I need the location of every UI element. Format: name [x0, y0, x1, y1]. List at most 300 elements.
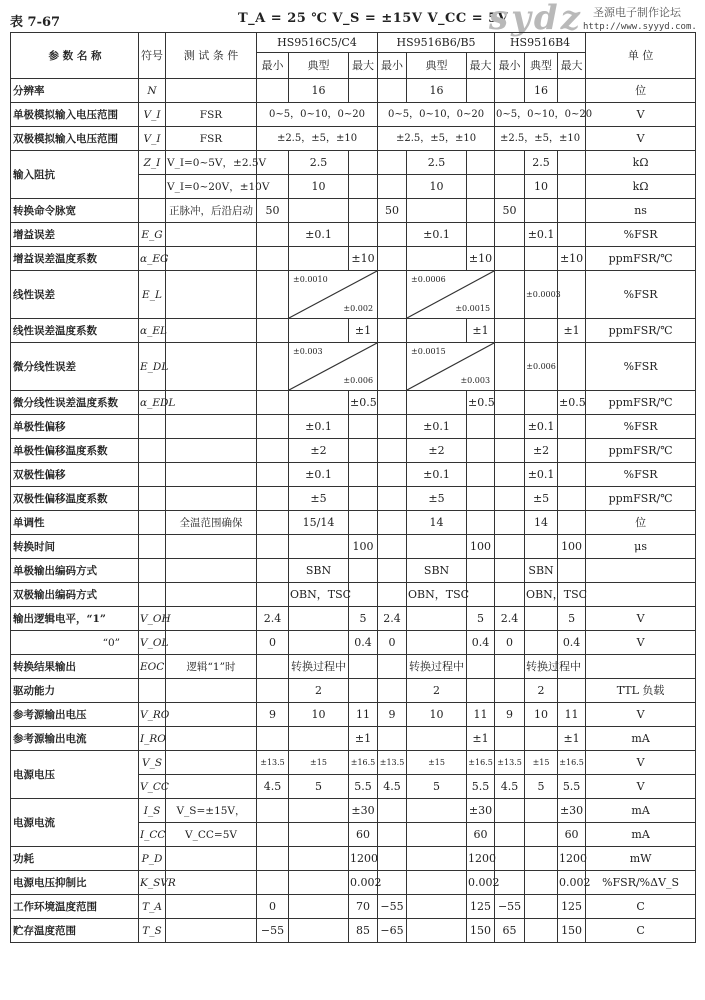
value-cell: 10 [289, 175, 349, 199]
test-condition [166, 895, 257, 919]
param-symbol [139, 463, 166, 487]
spec-table [10, 32, 696, 943]
value-cell: 9 [378, 703, 407, 727]
value-cell: 2.4 [257, 607, 289, 631]
value-cell [378, 175, 407, 199]
table-row [11, 487, 696, 511]
max-value: ±0.003 [460, 376, 491, 385]
unit-cell: μs [586, 535, 696, 559]
value-cell: ±1 [467, 727, 495, 751]
value-cell [495, 439, 525, 463]
value-cell [289, 847, 349, 871]
value-cell: 9 [257, 703, 289, 727]
value-cell: ±30 [467, 799, 495, 823]
value-cell: ±5 [525, 487, 558, 511]
value-cell [378, 655, 407, 679]
param-name: “0” [11, 631, 139, 655]
unit-cell: V [586, 751, 696, 775]
value-cell: 10 [525, 703, 558, 727]
value-cell: ±0.006 [525, 343, 558, 391]
test-condition: 全温范围确保 [166, 511, 257, 535]
test-condition [166, 919, 257, 943]
table-row [11, 631, 696, 655]
unit-cell: 位 [586, 511, 696, 535]
param-symbol: α_EG [139, 247, 166, 271]
param-name: 双极模拟输入电压范围 [11, 127, 139, 151]
value-cell: 2.4 [378, 607, 407, 631]
value-cell [467, 559, 495, 583]
value-cell [525, 871, 558, 895]
param-name: 电源电压抑制比 [11, 871, 139, 895]
value-cell [378, 727, 407, 751]
param-symbol: I_CC [139, 823, 166, 847]
test-condition [166, 775, 257, 799]
param-name: 工作环境温度范围 [11, 895, 139, 919]
param-symbol: E_G [139, 223, 166, 247]
param-symbol: I_RO [139, 727, 166, 751]
value-cell: 转换过程中 [525, 655, 558, 679]
value-cell [257, 559, 289, 583]
unit-cell: V [586, 127, 696, 151]
table-row [11, 79, 696, 103]
value-cell [349, 511, 378, 535]
value-cell [495, 223, 525, 247]
unit-cell: ppmFSR/℃ [586, 439, 696, 463]
value-cell [467, 175, 495, 199]
table-body [11, 79, 696, 943]
value-cell: ±15 [289, 751, 349, 775]
value-cell [407, 871, 467, 895]
value-cell [257, 511, 289, 535]
unit-cell [586, 559, 696, 583]
value-cell: SBN [407, 559, 467, 583]
value-cell [495, 343, 525, 391]
param-name: 贮存温度范围 [11, 919, 139, 943]
param-symbol [139, 679, 166, 703]
unit-cell: V [586, 631, 696, 655]
value-cell [467, 463, 495, 487]
param-name: 参考源输出电流 [11, 727, 139, 751]
test-condition: 正脉冲，后沿启动 [166, 199, 257, 223]
value-cell [378, 271, 407, 319]
value-cell: 65 [495, 919, 525, 943]
value-cell: OBN，TSC [289, 583, 349, 607]
test-condition [166, 559, 257, 583]
value-cell [289, 823, 349, 847]
param-symbol: α_EL [139, 319, 166, 343]
value-cell: 转换过程中 [407, 655, 467, 679]
value-cell [495, 727, 525, 751]
table-row [11, 703, 696, 727]
param-symbol: T_A [139, 895, 166, 919]
unit-cell: %FSR [586, 223, 696, 247]
header-row-1 [11, 33, 696, 53]
typical-value: ±0.003 [293, 347, 323, 356]
param-symbol: E_DL [139, 343, 166, 391]
value-cell [378, 823, 407, 847]
value-cell: ±1 [349, 727, 378, 751]
value-cell [257, 223, 289, 247]
value-cell: ±0.0003 [525, 271, 558, 319]
param-name: 微分线性误差温度系数 [11, 391, 139, 415]
param-name: 转换时间 [11, 535, 139, 559]
value-cell [467, 487, 495, 511]
unit-cell: %FSR [586, 271, 696, 319]
param-name: 参考源输出电压 [11, 703, 139, 727]
value-cell: −65 [378, 919, 407, 943]
value-cell: 14 [525, 511, 558, 535]
diagonal-value-cell [407, 271, 495, 319]
unit-cell: C [586, 895, 696, 919]
value-cell [558, 463, 586, 487]
value-cell: 50 [257, 199, 289, 223]
param-name: 输入阻抗 [11, 151, 139, 199]
param-name: 转换结果输出 [11, 655, 139, 679]
value-cell: 70 [349, 895, 378, 919]
value-cell [525, 919, 558, 943]
value-cell: ±15 [525, 751, 558, 775]
param-symbol: E_L [139, 271, 166, 319]
value-cell: ±10 [467, 247, 495, 271]
value-cell [289, 919, 349, 943]
value-cell [495, 511, 525, 535]
unit-cell: ppmFSR/℃ [586, 247, 696, 271]
value-cell [349, 151, 378, 175]
value-cell [257, 463, 289, 487]
unit-cell: ppmFSR/℃ [586, 487, 696, 511]
param-name: 微分线性误差 [11, 343, 139, 391]
value-cell [495, 79, 525, 103]
value-cell [495, 151, 525, 175]
value-cell [525, 391, 558, 415]
value-cell: 60 [349, 823, 378, 847]
param-symbol: T_S [139, 919, 166, 943]
value-cell [407, 607, 467, 631]
value-cell [407, 823, 467, 847]
unit-cell: %FSR [586, 343, 696, 391]
value-cell: 0.002 [467, 871, 495, 895]
value-cell: 1200 [558, 847, 586, 871]
value-cell [525, 319, 558, 343]
unit-cell: mA [586, 799, 696, 823]
value-cell [378, 487, 407, 511]
max-value: ±0.0015 [455, 304, 491, 313]
value-cell: 16 [407, 79, 467, 103]
value-cell [495, 679, 525, 703]
param-symbol [139, 487, 166, 511]
table-row [11, 439, 696, 463]
value-cell [257, 871, 289, 895]
value-cell [558, 679, 586, 703]
test-condition [166, 271, 257, 319]
value-cell: 10 [407, 175, 467, 199]
value-cell: 125 [558, 895, 586, 919]
param-name: 输出逻辑电平，“1” [11, 607, 139, 631]
param-symbol: V_I [139, 103, 166, 127]
value-cell: 4.5 [495, 775, 525, 799]
test-condition [166, 319, 257, 343]
test-condition [166, 727, 257, 751]
value-cell: 0 [257, 895, 289, 919]
value-cell: 0.4 [467, 631, 495, 655]
value-cell [407, 199, 467, 223]
table-row [11, 103, 696, 127]
param-symbol [139, 175, 166, 199]
value-cell [289, 535, 349, 559]
value-cell [495, 535, 525, 559]
table-id: 表 7-67 [10, 15, 61, 30]
value-cell: ±2.5，±5，±10 [495, 127, 586, 151]
test-condition: FSR [166, 127, 257, 151]
value-cell [525, 823, 558, 847]
param-name: 分辨率 [11, 79, 139, 103]
value-cell [349, 583, 378, 607]
value-cell [378, 343, 407, 391]
unit-cell: mA [586, 727, 696, 751]
param-symbol: Z_I [139, 151, 166, 175]
value-cell [349, 463, 378, 487]
col-unit: 单 位 [586, 33, 696, 79]
value-cell [558, 511, 586, 535]
value-cell: ±30 [349, 799, 378, 823]
test-condition [166, 871, 257, 895]
value-cell: ±0.5 [467, 391, 495, 415]
value-cell [257, 847, 289, 871]
table-row [11, 511, 696, 535]
value-cell: 9 [495, 703, 525, 727]
param-symbol: V_RO [139, 703, 166, 727]
value-cell: ±16.5 [349, 751, 378, 775]
value-cell: ±1 [467, 319, 495, 343]
value-cell [495, 271, 525, 319]
unit-cell: ns [586, 199, 696, 223]
value-cell: 2.4 [495, 607, 525, 631]
value-cell: −55 [495, 895, 525, 919]
value-cell: ±13.5 [495, 751, 525, 775]
value-cell: ±1 [349, 319, 378, 343]
value-cell: 0.002 [558, 871, 586, 895]
value-cell: 14 [407, 511, 467, 535]
table-row [11, 271, 696, 319]
value-cell [257, 415, 289, 439]
param-name: 单极模拟输入电压范围 [11, 103, 139, 127]
value-cell: ±0.1 [289, 463, 349, 487]
typical-value: ±0.0015 [411, 347, 446, 356]
value-cell: ±10 [558, 247, 586, 271]
value-cell [378, 511, 407, 535]
test-condition [166, 751, 257, 775]
value-cell [558, 415, 586, 439]
value-cell [558, 79, 586, 103]
value-cell: −55 [378, 895, 407, 919]
value-cell [495, 319, 525, 343]
value-cell [495, 463, 525, 487]
value-cell [407, 727, 467, 751]
value-cell [378, 583, 407, 607]
value-cell: ±0.1 [407, 463, 467, 487]
table-row [11, 727, 696, 751]
param-symbol: EOC [139, 655, 166, 679]
value-cell [558, 559, 586, 583]
value-cell: 85 [349, 919, 378, 943]
value-cell: ±0.1 [525, 415, 558, 439]
param-symbol [139, 583, 166, 607]
value-cell [349, 679, 378, 703]
col-param: 参 数 名 称 [11, 33, 139, 79]
value-cell: 0 [257, 631, 289, 655]
value-cell [257, 439, 289, 463]
value-cell [349, 415, 378, 439]
param-name: 双极输出编码方式 [11, 583, 139, 607]
value-cell: 4.5 [378, 775, 407, 799]
table-row [11, 847, 696, 871]
value-cell [378, 79, 407, 103]
param-name: 转换命令脉宽 [11, 199, 139, 223]
value-cell: 100 [467, 535, 495, 559]
value-cell: 2.5 [525, 151, 558, 175]
param-symbol: V_I [139, 127, 166, 151]
table-row [11, 247, 696, 271]
param-symbol [139, 559, 166, 583]
value-cell [378, 535, 407, 559]
value-cell: ±16.5 [467, 751, 495, 775]
value-cell [558, 199, 586, 223]
value-cell [467, 79, 495, 103]
value-cell: ±5 [407, 487, 467, 511]
value-cell [407, 847, 467, 871]
param-symbol [139, 535, 166, 559]
param-name: 单调性 [11, 511, 139, 535]
value-cell: 0.002 [349, 871, 378, 895]
value-cell: ±15 [407, 751, 467, 775]
test-condition [166, 703, 257, 727]
value-cell: ±0.1 [289, 415, 349, 439]
test-conditions: T_A = 25 ℃ V_S = ±15V V_CC = 5V [238, 11, 509, 26]
value-cell [407, 919, 467, 943]
test-condition [166, 679, 257, 703]
value-cell [289, 199, 349, 223]
col-typ: 典型 [407, 53, 467, 79]
value-cell: 11 [467, 703, 495, 727]
col-typ: 典型 [289, 53, 349, 79]
param-symbol: K_SVR [139, 871, 166, 895]
value-cell [495, 823, 525, 847]
unit-cell: ppmFSR/℃ [586, 319, 696, 343]
watermark-logo: sydz [489, 0, 583, 38]
value-cell: ±0.1 [407, 415, 467, 439]
unit-cell [586, 655, 696, 679]
value-cell: 转换过程中 [289, 655, 349, 679]
value-cell: OBN，TSC [407, 583, 467, 607]
test-condition [166, 247, 257, 271]
table-row [11, 751, 696, 775]
value-cell: 100 [349, 535, 378, 559]
value-cell: 150 [558, 919, 586, 943]
param-symbol: V_CC [139, 775, 166, 799]
param-symbol [139, 415, 166, 439]
col-min: 最小 [378, 53, 407, 79]
value-cell [349, 79, 378, 103]
test-condition [166, 487, 257, 511]
test-condition [166, 343, 257, 391]
unit-cell [586, 583, 696, 607]
unit-cell: kΩ [586, 151, 696, 175]
value-cell: 5.5 [467, 775, 495, 799]
value-cell [407, 391, 467, 415]
table-row [11, 559, 696, 583]
test-condition: V_CC=5V [166, 823, 257, 847]
value-cell [257, 271, 289, 319]
value-cell [289, 799, 349, 823]
unit-cell: %FSR [586, 463, 696, 487]
value-cell [378, 847, 407, 871]
value-cell: 100 [558, 535, 586, 559]
value-cell: ±1 [558, 319, 586, 343]
value-cell: 0.4 [558, 631, 586, 655]
value-cell [495, 415, 525, 439]
col-max: 最大 [558, 53, 586, 79]
value-cell [289, 895, 349, 919]
param-name: 电源电流 [11, 799, 139, 847]
col-group: HS9516B4 [495, 33, 586, 53]
col-max: 最大 [467, 53, 495, 79]
unit-cell: V [586, 607, 696, 631]
value-cell: 0.4 [349, 631, 378, 655]
param-name: 线性误差温度系数 [11, 319, 139, 343]
value-cell: 2 [407, 679, 467, 703]
param-name: 驱动能力 [11, 679, 139, 703]
value-cell [467, 679, 495, 703]
value-cell [289, 631, 349, 655]
value-cell [257, 799, 289, 823]
unit-cell: %FSR [586, 415, 696, 439]
value-cell [467, 511, 495, 535]
value-cell [349, 199, 378, 223]
value-cell: 1200 [349, 847, 378, 871]
value-cell [289, 871, 349, 895]
value-cell [525, 535, 558, 559]
watermark-name: 圣源电子制作论坛 [593, 6, 681, 19]
value-cell: −55 [257, 919, 289, 943]
test-condition [166, 607, 257, 631]
param-symbol: V_OL [139, 631, 166, 655]
col-group: HS9516B6/B5 [378, 33, 495, 53]
test-condition [166, 391, 257, 415]
test-condition [166, 79, 257, 103]
param-name: 线性误差 [11, 271, 139, 319]
value-cell: 11 [558, 703, 586, 727]
value-cell: ±0.1 [289, 223, 349, 247]
value-cell: 5.5 [558, 775, 586, 799]
value-cell: 125 [467, 895, 495, 919]
value-cell: ±13.5 [257, 751, 289, 775]
test-condition [166, 439, 257, 463]
value-cell [467, 439, 495, 463]
value-cell: 150 [467, 919, 495, 943]
table-row [11, 655, 696, 679]
value-cell [289, 391, 349, 415]
table-row [11, 799, 696, 823]
value-cell: 2.5 [407, 151, 467, 175]
param-name: 电源电压 [11, 751, 139, 799]
value-cell [525, 631, 558, 655]
value-cell: ±2 [525, 439, 558, 463]
value-cell [495, 655, 525, 679]
diagonal-value-cell [289, 271, 378, 319]
test-condition: 逻辑“1”时 [166, 655, 257, 679]
col-test: 测 试 条 件 [166, 33, 257, 79]
col-min: 最小 [495, 53, 525, 79]
